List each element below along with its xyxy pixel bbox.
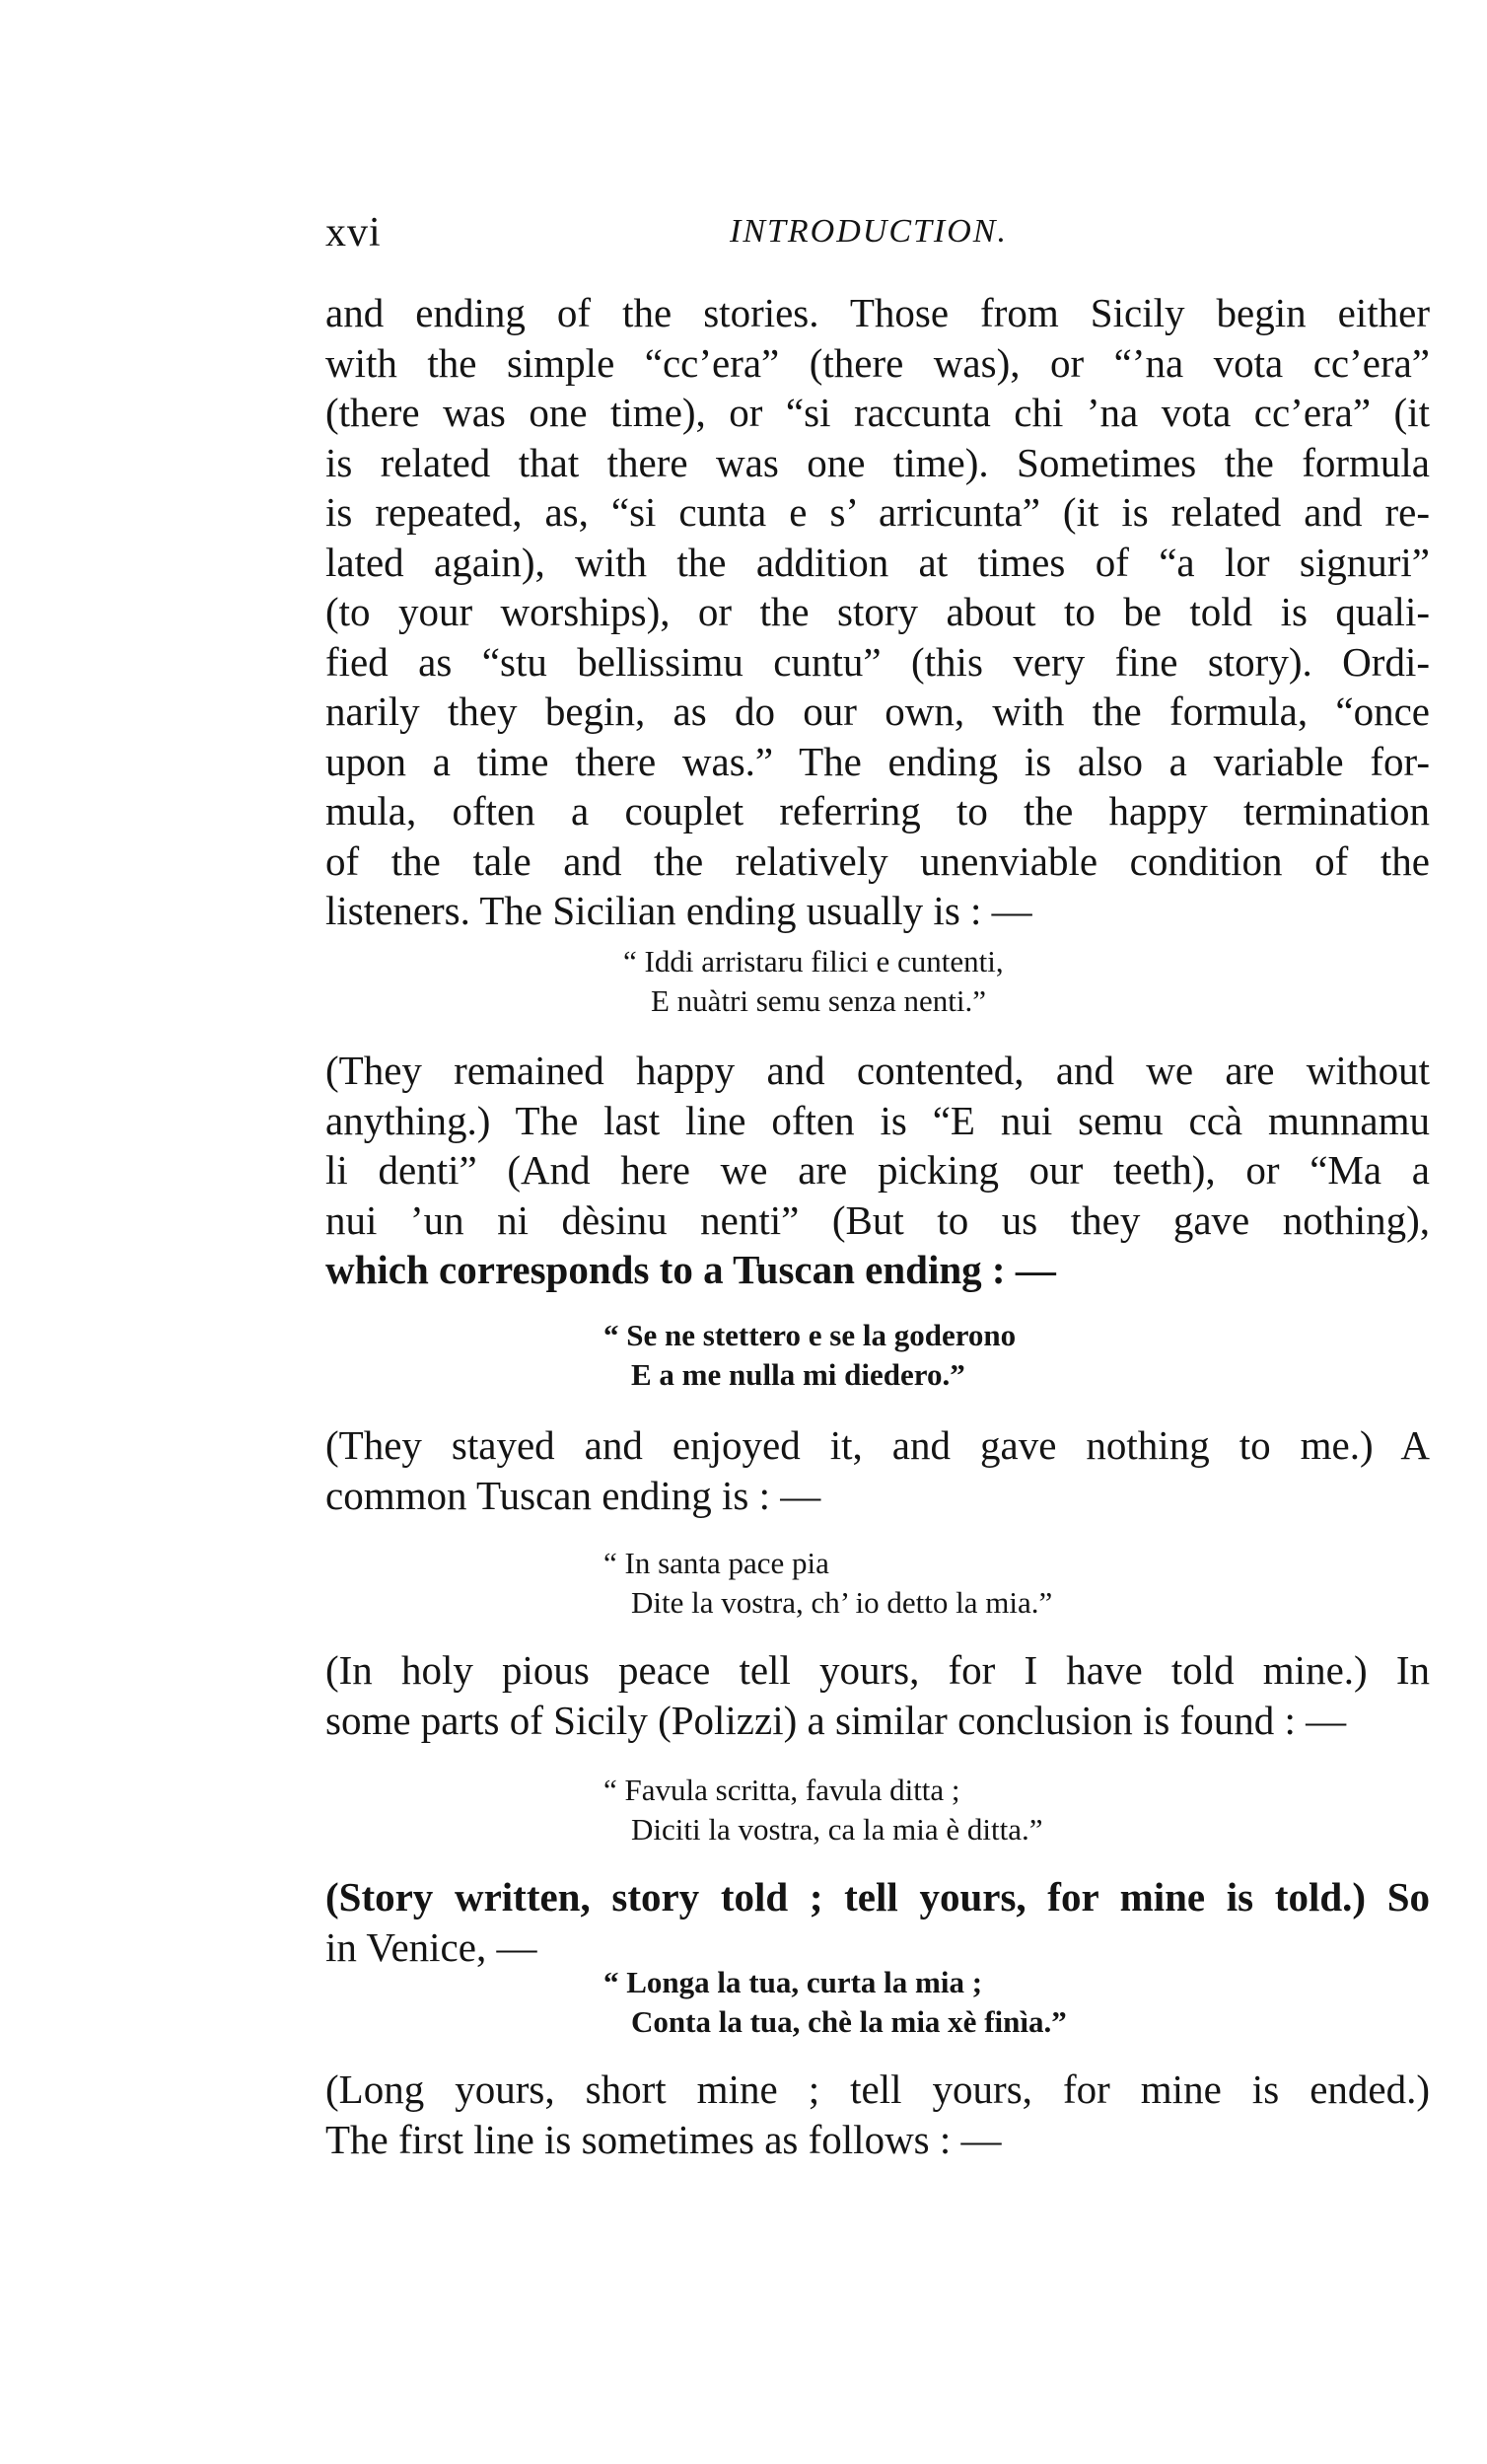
- paragraph-6: [325, 2065, 1430, 2164]
- verse-line: Conta la tua, chè la mia xè finìa.”: [631, 2004, 1067, 2039]
- paragraph-4: [325, 1645, 1430, 1745]
- text-line: (They remained happy and contented, and we are without: [325, 1048, 1430, 1093]
- text-line: (In holy pious peace tell yours, for I have told mine.) In: [325, 1647, 1430, 1693]
- text-line: (They stayed and enjoyed it, and gave nothing to me.) A: [325, 1422, 1430, 1468]
- paragraph-1: [325, 288, 1430, 936]
- paragraph-5: [325, 1872, 1430, 1972]
- verse-line: Diciti la vostra, ca la mia è ditta.”: [631, 1812, 1043, 1847]
- text-line: anything.) The last line often is “E nui semu ccà munnamu: [325, 1097, 1430, 1143]
- verse-line: “ Se ne stettero e se la goderono: [603, 1318, 1017, 1352]
- text-line: some parts of Sicily (Polizzi) a similar conclusion is found : —: [325, 1697, 1347, 1743]
- verse-line: E nuàtri semu senza nenti.”: [651, 983, 987, 1018]
- text-line: mula, often a couplet referring to the happy termination: [325, 788, 1430, 833]
- verse-2: [603, 1316, 1016, 1395]
- text-line: which corresponds to a Tuscan ending : —: [325, 1247, 1056, 1292]
- text-line: and ending of the stories. Those from Sicily begin either: [325, 290, 1430, 335]
- running-title: INTRODUCTION.: [730, 213, 1008, 250]
- verse-1: [623, 942, 1004, 1021]
- verse-line: “ Longa la tua, curta la mia ;: [603, 1965, 983, 1999]
- text-line: (Story written, story told ; tell yours, for mine is told.) So: [325, 1874, 1430, 1920]
- paragraph-3: [325, 1420, 1430, 1520]
- text-line: in Venice, —: [325, 1923, 537, 1970]
- text-line: is repeated, as, “si cunta e s’ arricunta” (it is related and re-: [325, 489, 1430, 535]
- verse-line: E a me nulla mi diedero.”: [631, 1357, 965, 1392]
- text-line: (there was one time), or “si raccunta chi ’na vota cc’era” (it: [325, 390, 1430, 435]
- verse-4: [603, 1771, 1042, 1849]
- text-line: li denti” (And here we are picking our teeth), or “Ma a: [325, 1147, 1430, 1193]
- text-line: upon a time there was.” The ending is also a variable for-: [325, 738, 1430, 784]
- text-line: The first line is sometimes as follows : —: [325, 2116, 1002, 2162]
- text-line: lated again), with the addition at times of “a lor signuri”: [325, 539, 1430, 585]
- verse-3: [603, 1544, 1052, 1623]
- text-line: listeners. The Sicilian ending usually is : —: [325, 888, 1032, 933]
- text-line: of the tale and the relatively unenviable condition of the: [325, 837, 1430, 884]
- verse-line: “ Favula scritta, favula ditta ;: [603, 1773, 960, 1807]
- text-line: (Long yours, short mine ; tell yours, for mine is ended.): [325, 2066, 1430, 2112]
- text-line: is related that there was one time). Sometimes the formula: [325, 439, 1430, 485]
- page-header: [325, 209, 1430, 268]
- verse-5: [603, 1963, 1067, 2042]
- text-line: common Tuscan ending is : —: [325, 1472, 821, 1518]
- page-number: xvi: [325, 210, 382, 255]
- text-line: (to your worships), or the story about to be told is quali-: [325, 589, 1430, 634]
- text-line: narily they begin, as do our own, with the formula, “once: [325, 688, 1430, 734]
- verse-line: Dite la vostra, ch’ io detto la mia.”: [631, 1585, 1053, 1620]
- verse-line: “ Iddi arristaru filici e cuntenti,: [623, 944, 1004, 978]
- verse-line: “ In santa pace pia: [603, 1546, 829, 1580]
- text-line: with the simple “cc’era” (there was), or “’na vota cc’era”: [325, 339, 1430, 386]
- paragraph-2: [325, 1046, 1430, 1295]
- text-line: nui ’un ni dèsinu nenti” (But to us they gave nothing),: [325, 1196, 1430, 1243]
- text-line: fied as “stu bellissimu cuntu” (this very fine story). Ordi-: [325, 638, 1430, 685]
